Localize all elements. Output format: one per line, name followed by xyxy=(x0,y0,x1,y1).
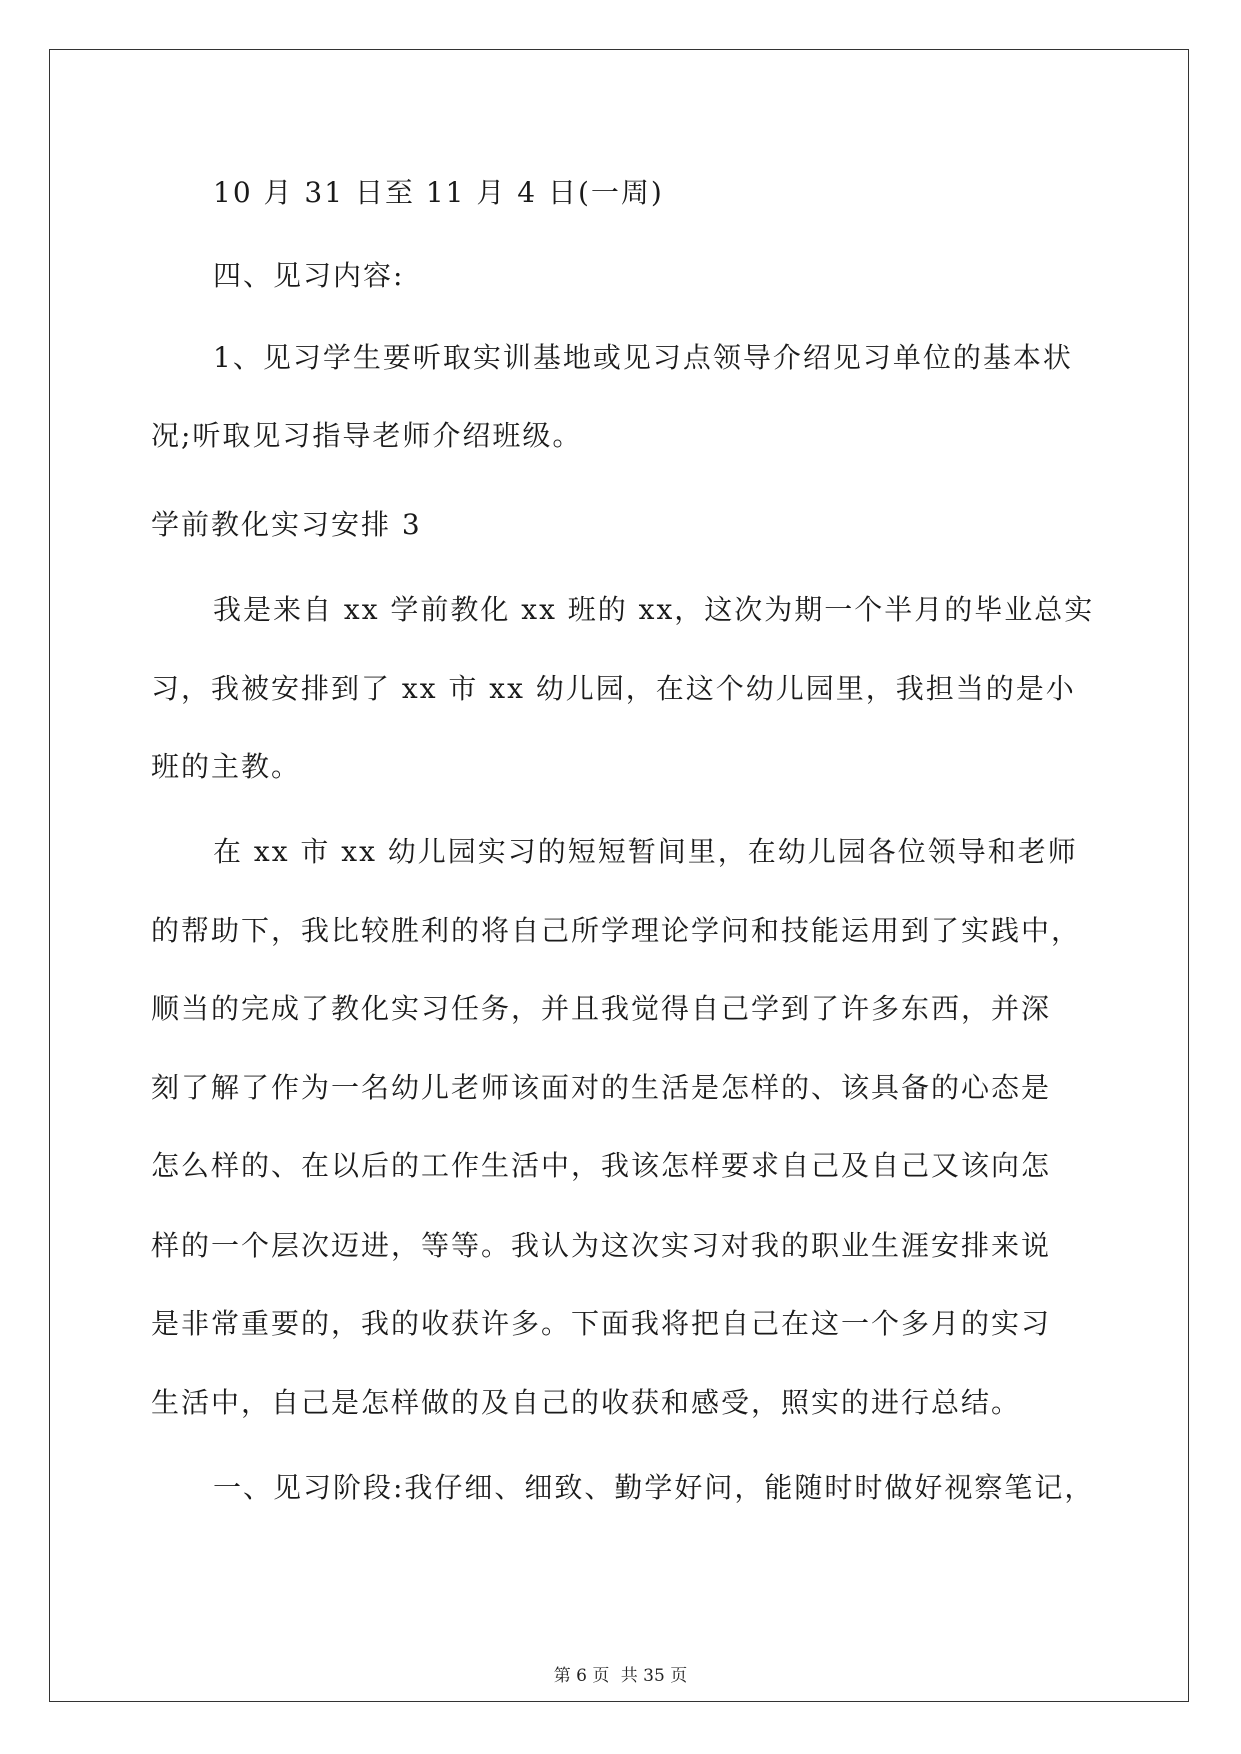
total-pages: 共 35 页 xyxy=(620,1666,688,1686)
text-line: 顺当的完成了教化实习任务，并且我觉得自己学到了许多东西，并深 xyxy=(151,992,1052,1025)
text-line: 是非常重要的，我的收获许多。下面我将把自己在这一个多月的实习 xyxy=(151,1307,1052,1340)
text-line: 习，我被安排到了 xx 市 xx 幼儿园，在这个幼儿园里，我担当的是小 xyxy=(151,672,1076,705)
page-number: 第 6 页 xyxy=(553,1666,610,1686)
section-title: 学前教化实习安排 3 xyxy=(151,508,422,541)
text-line: 的帮助下，我比较胜利的将自己所学理论学问和技能运用到了实践中， xyxy=(151,914,1082,947)
text-line: 班的主教。 xyxy=(151,750,302,783)
page-footer xyxy=(0,1664,1241,1688)
text-line: 一、见习阶段:我仔细、细致、勤学好问，能随时时做好视察笔记， xyxy=(213,1471,1095,1504)
section-heading-content: 四、见习内容: xyxy=(213,259,405,292)
text-line: 在 xx 市 xx 幼儿园实习的短短暂间里，在幼儿园各位领导和老师 xyxy=(213,835,1078,868)
text-line: 刻了解了作为一名幼儿老师该面对的生活是怎样的、该具备的心态是 xyxy=(151,1071,1052,1104)
text-line: 我是来自 xx 学前教化 xx 班的 xx，这次为期一个半月的毕业总实 xyxy=(213,593,1095,626)
text-line: 1、见习学生要听取实训基地或见习点领导介绍见习单位的基本状 xyxy=(213,341,1073,374)
text-line: 怎么样的、在以后的工作生活中，我该怎样要求自己及自己又该向怎 xyxy=(151,1149,1052,1182)
text-line: 生活中，自己是怎样做的及自己的收获和感受，照实的进行总结。 xyxy=(151,1386,1022,1419)
text-line: 况;听取见习指导老师介绍班级。 xyxy=(151,419,583,452)
text-line: 样的一个层次迈进，等等。我认为这次实习对我的职业生涯安排来说 xyxy=(151,1229,1052,1262)
text-line-date: 10 月 31 日至 11 月 4 日(一周) xyxy=(213,176,664,209)
page-border xyxy=(49,49,1189,1702)
